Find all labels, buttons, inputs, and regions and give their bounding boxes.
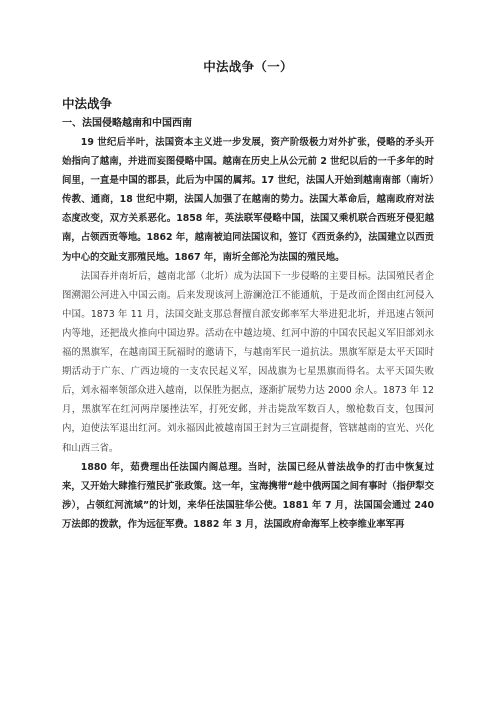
section-heading: 中法战争	[62, 96, 113, 111]
subsection-heading: 一、法国侵略越南和中国西南	[62, 118, 192, 129]
paragraph-3: 1880 年，茹费理出任法国内阁总理。当时，法国已经从普法战争的打击中恢复过来，又开始大肆推行殖民扩张政策。这一年，宝海携带“趁中俄两国之间有事时（指伊犁交涉），占领红河流域”的计划，来华任法国驻华公使。1881 年 7 月，法国国会通过 240 万法郎的拨款，作为远征军费。1882 年 3 月，法国政府命海军上校李维业率军再	[62, 461, 434, 530]
paragraph-1: 19 世纪后半叶，法国资本主义进一步发展，资产阶级极力对外扩张，侵略的矛头开始指向了越南，并进而妄图侵略中国。越南在历史上从公元前 2 世纪以后的一千多年的时间里，一直是中国的郡县，此后为中国的属邦。17 世纪，法国人开始到越南南部（南圻）传教、通商，18 世纪中期，法国人加强了在越南的势力。法国大革命后，越南政府对法态度改变，双方关系恶化。1858 年，英法联军侵略中国，法国又乘机联合西班牙侵犯越南，占领西贡等地。1862 年，越南被迫同法国议和，签订《西贡条约》，法国建立以西贡为中心的交趾支那殖民地。1867 年，南圻全部沦为法国的殖民地。	[62, 137, 434, 263]
document-title: 中法战争（一）	[203, 59, 293, 74]
paragraph-2: 法国吞并南圻后，越南北部（北圻）成为法国下一步侵略的主要目标。法国殖民者企图溯湄公河进入中国云南。后来发现该河上游澜沧江不能通航，于是改而企图由红河侵入中国。1873 年 11 月，法国交趾支那总督擅自派安邺率军大举进犯北圻，并迅速占领河内等地，还把战火推向中国边界。活动在中越边境、红河中游的中国农民起义军旧部刘永福的黑旗军，在越南国王阮福时的邀请下，与越南军民一道抗法。黑旗军原是太平天国时期活动于广东、广西边境的一支农民起义军，因战旗为七星黑旗而得名。太平天国失败后，刘永福率领部众进入越南，以保胜为据点，逐渐扩展势力达 2000 余人。1873 年 12 月，黑旗军在红河两岸屡挫法军，打死安邺，并击毙敌军数百人，缴枪数百支，包围河内，迫使法军退出红河。刘永福因此被越南国王封为三宣副提督，管辖越南的宣光、兴化和山西三省。	[62, 270, 434, 454]
